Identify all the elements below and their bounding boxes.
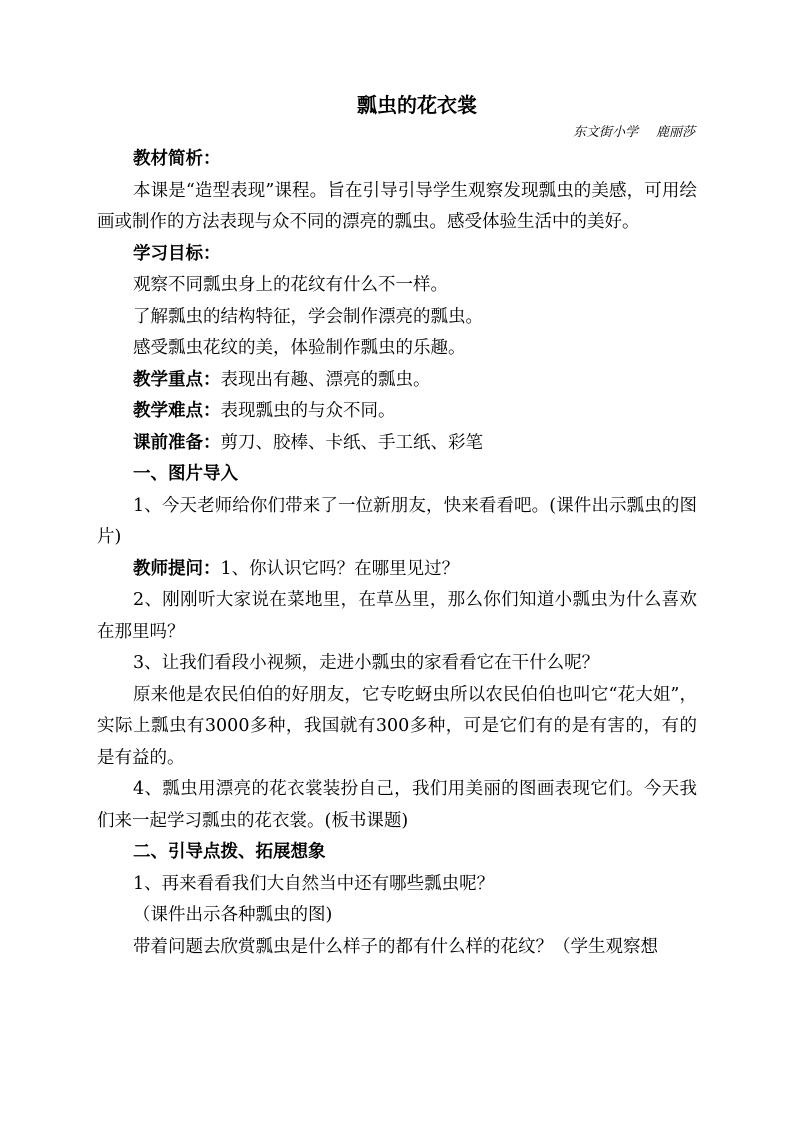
section2-heading: 二、引导点拨、拓展想象 — [133, 842, 326, 862]
preparation-label: 课前准备： — [133, 432, 221, 453]
section1-paragraph: 3、让我们看段小视频，走进小瓢虫的家看看它在干什么呢？ — [133, 653, 600, 673]
section1-paragraph: 2、刚刚听大家说在菜地里，在草丛里，那么你们知道小瓢虫为什么喜欢在那里吗？ — [97, 590, 697, 642]
section2-paragraph: （课件出示各种瓢虫的图) — [133, 905, 333, 925]
goals-heading: 学习目标： — [133, 243, 221, 264]
preparation-text: 剪刀、胶棒、卡纸、手工纸、彩笔 — [220, 432, 483, 453]
document-title: 瓢虫的花衣裳 — [357, 93, 477, 117]
analysis-body: 本课是“造型表现”课程。旨在引导引导学生观察发现瓢虫的美感，可用绘画或制作的方法表现与众不同的漂亮的瓢虫。感受体验生活中的美好。 — [97, 180, 697, 232]
goal-item: 感受瓢虫花纹的美，体验制作瓢虫的乐趣。 — [133, 338, 466, 358]
key-point — [97, 365, 697, 397]
section2-paragraph: 带着问题去欣赏瓢虫是什么样子的都有什么样的花纹？（学生观察想 — [133, 936, 658, 957]
teacher-question — [97, 554, 697, 586]
analysis-heading: 教材简析： — [133, 149, 221, 169]
author-line — [97, 122, 697, 144]
goal-item: 观察不同瓢虫身上的花纹有什么不一样。 — [133, 275, 448, 295]
section1-paragraph: 1、今天老师给你们带来了一位新朋友，快来看看吧。(课件出示瓢虫的图片) — [97, 495, 697, 547]
difficulty-text: 表现瓢虫的与众不同。 — [220, 401, 396, 421]
key-point-text: 表现出有趣、漂亮的瓢虫。 — [220, 369, 431, 390]
goal-item: 了解瓢虫的结构特征，学会制作漂亮的瓢虫。 — [133, 306, 483, 327]
teacher-question-label: 教师提问： — [133, 558, 221, 579]
difficulty-label: 教学难点： — [133, 401, 221, 421]
author-school: 东文街小学 — [572, 125, 638, 140]
author-name: 鹿丽莎 — [655, 125, 695, 140]
key-point-label: 教学重点： — [133, 369, 221, 390]
section1-heading: 一、图片导入 — [133, 464, 238, 484]
difficulty — [97, 396, 697, 428]
section2-paragraph: 1、再来看看我们大自然当中还有哪些瓢虫呢？ — [133, 873, 495, 894]
teacher-question-text: 1、你认识它吗？在哪里见过？ — [220, 558, 460, 579]
preparation — [97, 428, 697, 460]
document-page — [97, 88, 697, 963]
section1-paragraph: 4、瓢虫用漂亮的花衣裳装扮自己，我们用美丽的图画表现它们。今天我们来一起学习瓢虫的花衣裳。(板书课题) — [97, 779, 697, 831]
section1-paragraph: 原来他是农民伯伯的好朋友，它专吃蚜虫所以农民伯伯也叫它“花大姐”，实际上瓢虫有3000多种，我国就有300多种，可是它们有的是有害的，有的是有益的。 — [97, 684, 697, 768]
